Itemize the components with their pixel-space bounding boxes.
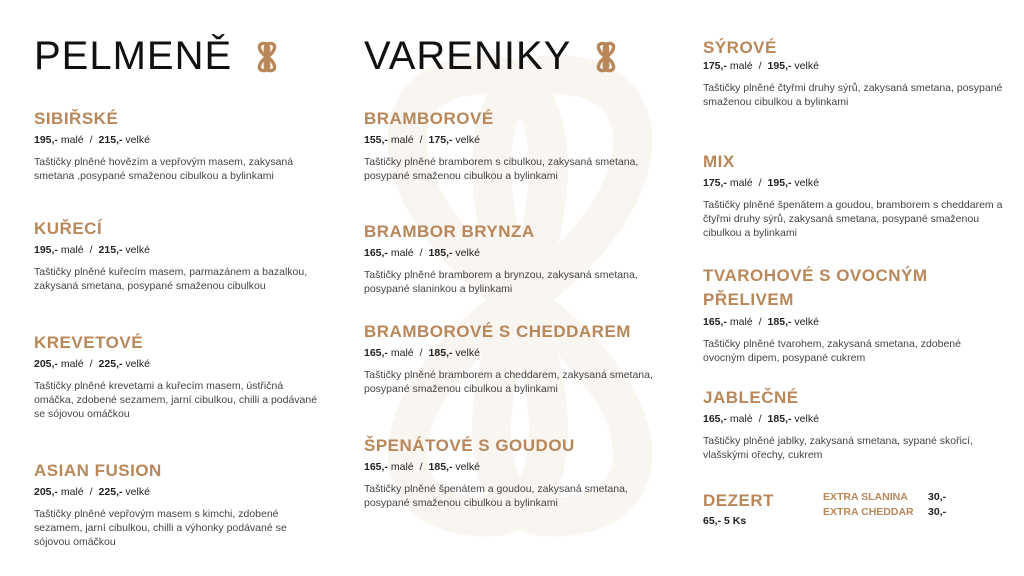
item-description: Taštičky plněné čtyřmi druhy sýrů, zakysaná smetana, posypané smaženou cibulkou a bylinkami bbox=[703, 82, 1003, 108]
item-name: ŠPENÁTOVÉ S GOUDOU bbox=[364, 436, 575, 455]
ornament-icon bbox=[250, 40, 284, 74]
item-price: 165,- malé / 185,- velké bbox=[364, 461, 480, 473]
item-description: Taštičky plněné bramborem a brynzou, zakysaná smetana, posypané slaninkou a bylinkami bbox=[364, 269, 638, 295]
item-description: Taštičky plněné tvarohem, zakysaná smetana, zdobené ovocným dipem, posypané cukrem bbox=[703, 338, 961, 364]
item-name: JABLEČNÉ bbox=[703, 388, 799, 407]
item-price: 175,- malé / 195,- velké bbox=[703, 60, 819, 72]
extra-label: EXTRA CHEDDAR bbox=[823, 506, 914, 518]
item-name: SÝROVÉ bbox=[703, 38, 777, 57]
item-price: 195,- malé / 215,- velké bbox=[34, 134, 150, 146]
menu-item bbox=[364, 435, 674, 510]
item-description: Taštičky plněné bramborem s cibulkou, zakysaná smetana, posypané smaženou cibulkou a bylinkami bbox=[364, 156, 639, 182]
item-name: KREVETOVÉ bbox=[34, 333, 144, 352]
menu-item bbox=[34, 332, 324, 421]
dezert-item bbox=[703, 490, 1003, 528]
dezert-name: DEZERT bbox=[703, 491, 774, 510]
item-name: MIX bbox=[703, 152, 735, 171]
item-description: Taštičky plněné špenátem a goudou, bramborem s cheddarem a čtyřmi druhy sýrů, zakysaná smetana, posypané smaženou cibulkou a bylinkami bbox=[703, 199, 1003, 239]
ornament-icon bbox=[589, 40, 623, 74]
item-description: Taštičky plněné špenátem a goudou, zakysaná smetana, posypané smaženou cibulkou a bylinkami bbox=[364, 483, 628, 509]
item-name: TVAROHOVÉ S OVOCNÝM PŘELIVEM bbox=[703, 266, 928, 309]
item-name: KUŘECÍ bbox=[34, 219, 103, 238]
item-price: 205,- malé / 225,- velké bbox=[34, 486, 150, 498]
item-price: 165,- malé / 185,- velké bbox=[364, 347, 480, 359]
pelmene-title bbox=[34, 34, 284, 79]
item-price: 205,- malé / 225,- velké bbox=[34, 358, 150, 370]
item-name: ASIAN FUSION bbox=[34, 461, 162, 480]
item-name: BRAMBOROVÉ bbox=[364, 109, 494, 128]
extra-row bbox=[823, 505, 946, 520]
extras-list bbox=[823, 490, 946, 520]
vareniky-title bbox=[364, 34, 623, 79]
menu-item bbox=[34, 218, 324, 293]
menu-item bbox=[364, 321, 674, 396]
item-name: SIBIŘSKÉ bbox=[34, 109, 119, 128]
menu-item bbox=[34, 108, 324, 183]
item-description: Taštičky plněné bramborem a cheddarem, zakysaná smetana, posypané smaženou cibulkou a bylinkami bbox=[364, 369, 653, 395]
vareniky-title-text: VARENIKY bbox=[364, 34, 572, 78]
item-price: 175,- malé / 195,- velké bbox=[703, 177, 819, 189]
menu-item bbox=[703, 264, 1003, 365]
item-description: Taštičky plněné hovězím a vepřovým masem, zakysaná smetana ,posypané smaženou cibulkou a bylinkami bbox=[34, 156, 294, 182]
item-price: 165,- malé / 185,- velké bbox=[703, 413, 819, 425]
item-description: Taštičky plněné jablky, zakysaná smetana, sypané skořicí, vlašskými ořechy, cukrem bbox=[703, 435, 974, 461]
item-price: 165,- malé / 185,- velké bbox=[703, 316, 819, 328]
menu-item bbox=[703, 387, 1003, 462]
item-description: Taštičky plněné vepřovým masem s kimchi, zdobené sezamem, jarní cibulkou, chilli a výhonky podávané se sójovou omáčkou bbox=[34, 508, 287, 548]
menu-item bbox=[34, 460, 324, 549]
menu-item bbox=[364, 221, 674, 296]
menu-item bbox=[703, 151, 1003, 240]
item-description: Taštičky plněné krevetami a kuřecím masem, ústřičná omáčka, zdobené sezamem, jarní cibulkou, chilli a podávané se sójovou omáčkou bbox=[34, 380, 318, 420]
pelmene-title-text: PELMENĚ bbox=[34, 34, 233, 78]
item-price: 165,- malé / 185,- velké bbox=[364, 247, 480, 259]
menu-item bbox=[703, 37, 1003, 109]
extra-label: EXTRA SLANINA bbox=[823, 491, 908, 503]
item-description: Taštičky plněné kuřecím masem, parmazánem a bazalkou, zakysaná smetana, posypané smaženou cibulkou bbox=[34, 266, 308, 292]
item-name: BRAMBOR BRYNZA bbox=[364, 222, 535, 241]
menu-item bbox=[364, 108, 674, 183]
extra-row bbox=[823, 490, 946, 505]
item-name: BRAMBOROVÉ S CHEDDAREM bbox=[364, 322, 631, 341]
item-price: 155,- malé / 175,- velké bbox=[364, 134, 480, 146]
extra-price: 30,- bbox=[928, 491, 947, 503]
item-price: 195,- malé / 215,- velké bbox=[34, 244, 150, 256]
extra-price: 30,- bbox=[928, 506, 947, 518]
dezert-price: 65,- 5 Ks bbox=[703, 515, 747, 527]
